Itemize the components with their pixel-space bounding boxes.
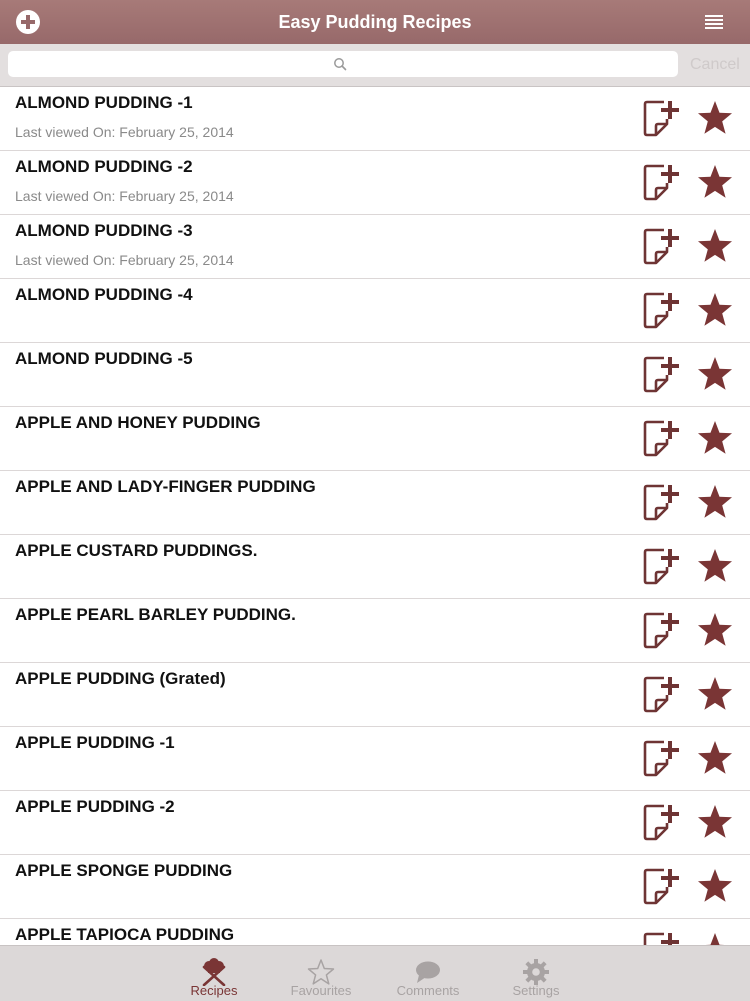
favourite-star-icon[interactable] [696, 675, 734, 713]
page-title: Easy Pudding Recipes [278, 12, 472, 32]
recipe-row[interactable] [0, 855, 750, 919]
favourite-star-icon[interactable] [696, 227, 734, 265]
favourite-star-icon[interactable] [696, 483, 734, 521]
add-note-icon[interactable] [642, 419, 682, 457]
recipe-row[interactable] [0, 215, 750, 279]
favourite-star-icon[interactable] [696, 611, 734, 649]
gear-icon [522, 958, 550, 986]
add-note-icon[interactable] [642, 803, 682, 841]
add-note-icon[interactable] [642, 483, 682, 521]
recipe-title: APPLE PUDDING -1 [15, 733, 175, 752]
cancel-button[interactable]: Cancel [690, 56, 740, 73]
add-note-icon[interactable] [642, 99, 682, 137]
recipe-row[interactable] [0, 343, 750, 407]
recipe-title: APPLE PUDDING (Grated) [15, 669, 226, 688]
favourite-star-icon[interactable] [696, 547, 734, 585]
tab-bar [0, 945, 750, 1001]
favourite-star-icon[interactable] [696, 931, 734, 945]
tab-label-comments: Comments [396, 983, 460, 998]
recipe-row[interactable] [0, 279, 750, 343]
recipe-row[interactable] [0, 791, 750, 855]
add-note-icon[interactable] [642, 547, 682, 585]
tab-label-recipes: Recipes [190, 983, 238, 998]
add-note-icon[interactable] [642, 355, 682, 393]
last-viewed-text: Last viewed On: February 25, 2014 [15, 252, 234, 268]
tab-favourites[interactable] [271, 946, 371, 1001]
add-note-icon[interactable] [642, 163, 682, 201]
recipe-title: ALMOND PUDDING -3 [15, 221, 193, 240]
speech-bubble-icon [414, 958, 442, 986]
recipe-title: ALMOND PUDDING -5 [15, 349, 193, 368]
favourite-star-icon[interactable] [696, 803, 734, 841]
recipe-row[interactable] [0, 471, 750, 535]
search-icon [333, 57, 347, 71]
recipe-title: APPLE AND HONEY PUDDING [15, 413, 261, 432]
favourite-star-icon[interactable] [696, 163, 734, 201]
favourite-star-icon[interactable] [696, 739, 734, 777]
menu-icon[interactable] [705, 15, 723, 29]
add-note-icon[interactable] [642, 611, 682, 649]
recipe-row[interactable] [0, 663, 750, 727]
recipe-row[interactable] [0, 599, 750, 663]
recipe-title: ALMOND PUDDING -1 [15, 93, 193, 112]
tab-comments[interactable] [378, 946, 478, 1001]
favourite-star-icon[interactable] [696, 99, 734, 137]
recipe-title: APPLE CUSTARD PUDDINGS. [15, 541, 258, 560]
favourite-star-icon[interactable] [696, 355, 734, 393]
favourite-star-icon[interactable] [696, 291, 734, 329]
recipe-row[interactable] [0, 87, 750, 151]
last-viewed-text: Last viewed On: February 25, 2014 [15, 124, 234, 140]
recipe-title: APPLE PUDDING -2 [15, 797, 175, 816]
recipe-row[interactable] [0, 727, 750, 791]
recipe-row[interactable] [0, 407, 750, 471]
recipe-title: APPLE PEARL BARLEY PUDDING. [15, 605, 296, 624]
tab-label-settings: Settings [512, 983, 560, 998]
recipe-title: ALMOND PUDDING -4 [15, 285, 193, 304]
recipe-row[interactable] [0, 535, 750, 599]
chef-hat-utensils-icon [200, 958, 228, 986]
recipe-title: APPLE TAPIOCA PUDDING [15, 925, 235, 944]
recipe-list [0, 87, 750, 945]
tab-label-favourites: Favourites [290, 983, 352, 998]
add-note-icon[interactable] [642, 291, 682, 329]
recipe-title: APPLE SPONGE PUDDING [15, 861, 233, 880]
tab-recipes[interactable] [164, 946, 264, 1001]
favourite-star-icon[interactable] [696, 867, 734, 905]
add-note-icon[interactable] [642, 675, 682, 713]
favourite-star-icon[interactable] [696, 419, 734, 457]
add-note-icon[interactable] [642, 739, 682, 777]
recipe-title: APPLE AND LADY-FINGER PUDDING [15, 477, 316, 496]
add-note-icon[interactable] [642, 227, 682, 265]
star-outline-icon [307, 958, 335, 986]
nav-bar [0, 0, 750, 44]
search-bar [0, 44, 750, 87]
recipe-row[interactable] [0, 151, 750, 215]
recipe-title: ALMOND PUDDING -2 [15, 157, 193, 176]
tab-settings[interactable] [486, 946, 586, 1001]
last-viewed-text: Last viewed On: February 25, 2014 [15, 188, 234, 204]
add-note-icon[interactable] [642, 867, 682, 905]
recipe-row[interactable] [0, 919, 750, 945]
add-note-icon[interactable] [642, 931, 682, 945]
